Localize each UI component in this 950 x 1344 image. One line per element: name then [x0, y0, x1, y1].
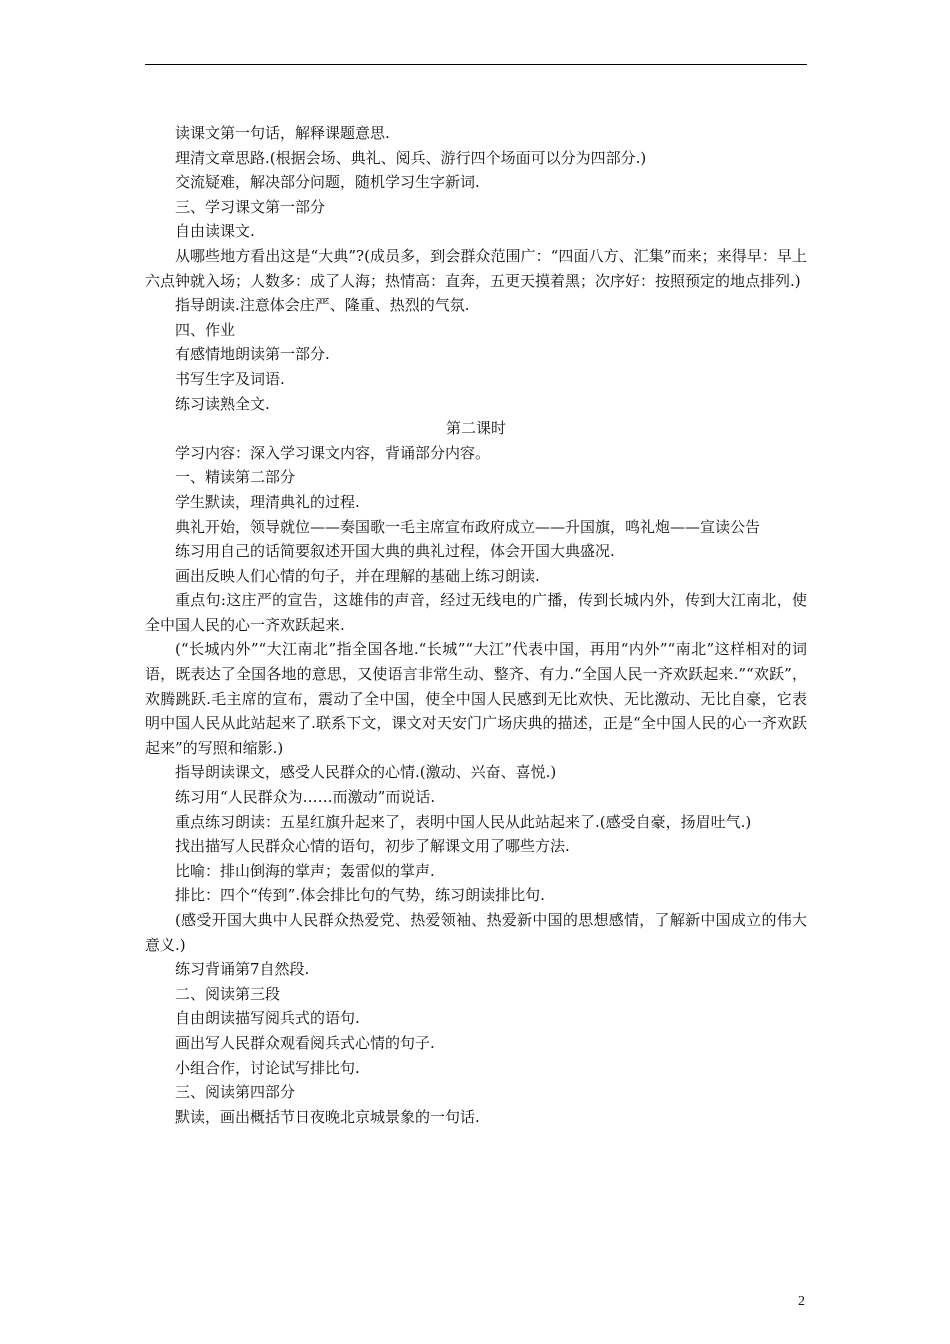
paragraph: 交流疑难，解决部分问题，随机学习生字新词. — [175, 173, 480, 192]
paragraph: 排比：四个“传到”.体会排比句的气势，练习朗读排比句. — [175, 886, 545, 905]
paragraph: 练习背诵第7自然段. — [175, 960, 310, 979]
paragraph: 指导朗读.注意体会庄严、隆重、热烈的气氛. — [175, 296, 470, 315]
paragraph: 学习内容：深入学习课文内容，背诵部分内容。 — [175, 443, 491, 462]
paragraph: 有感情地朗读第一部分. — [175, 345, 330, 364]
paragraph: 一、精读第二部分 — [175, 468, 296, 487]
paragraph: 指导朗读课文，感受人民群众的心情.(激动、兴奋、喜悦.) — [175, 763, 557, 782]
paragraph: 自由朗读描写阅兵式的语句. — [175, 1009, 360, 1028]
document-body — [145, 121, 807, 1129]
paragraph: 练习用“人民群众为……而激动”而说话. — [175, 788, 436, 807]
paragraph: 自由读课文. — [175, 222, 255, 241]
paragraph: 典礼开始，领导就位——奏国歌一毛主席宣布政府成立——升国旗，鸣礼炮——宣读公告 — [175, 517, 761, 536]
paragraph: 三、学习课文第一部分 — [175, 197, 326, 216]
header-rule — [145, 64, 807, 65]
paragraph: 学生默读，理清典礼的过程. — [175, 492, 360, 511]
paragraph: 理清文章思路.(根据会场、典礼、阅兵、游行四个场面可以分为四部分.) — [175, 148, 647, 167]
paragraph: 练习读熟全文. — [175, 394, 270, 413]
paragraph: 二、阅读第三段 — [175, 984, 281, 1003]
paragraph: 画出写人民群众观看阅兵式心情的句子. — [175, 1033, 435, 1052]
paragraph: 重点练习朗读：五星红旗升起来了，表明中国人民从此站起来了.(感受自豪，扬眉吐气.) — [175, 812, 752, 831]
paragraph: 重点句:这庄严的宣告，这雄伟的声音，经过无线电的广播，传到长城内外，传到大江南北，使全中国人民的心一齐欢跃起来. — [145, 591, 807, 634]
paragraph: 书写生字及词语. — [175, 369, 285, 388]
paragraph: 练习用自己的话简要叙述开国大典的典礼过程，体会开国大典盛况. — [175, 542, 615, 561]
paragraph: 四、作业 — [175, 320, 236, 339]
paragraph: 比喻：排山倒海的掌声；轰雷似的掌声. — [175, 861, 435, 880]
paragraph: (感受开国大典中人民群众热爱党、热爱领袖、热爱新中国的思想感情，了解新中国成立的伟大意义.) — [145, 911, 807, 954]
paragraph: 找出描写人民群众心情的语句，初步了解课文用了哪些方法. — [175, 837, 570, 856]
paragraph: 三、阅读第四部分 — [175, 1083, 296, 1102]
paragraph: 读课文第一句话，解释课题意思. — [175, 124, 390, 142]
paragraph: (“长城内外”“大江南北”指全国各地.“长城”“大江”代表中国，再用“内外”“南北”这样相对的词语，既表达了全国各地的意思，又使语言非常生动、整齐、有力.“全国人民一齐欢跃起来.”“欢跃”，欢腾跳跃.毛主席的宣布，震动了全中国，使全中国人民感到无比欢快、无比激动、无比自豪，它表明中国人民从此站起来了.联系下文，课文对天安门广场庆典的描述，正是“全中国人民的心一齐欢跃起来”的写照和缩影.) — [145, 640, 807, 757]
paragraph: 小组合作，讨论试写排比句. — [175, 1058, 360, 1077]
paragraph: 从哪些地方看出这是“大典”?(成员多，到会群众范围广：“四面八方、汇集”而来；来得早：早上六点钟就入场；人数多：成了人海；热情高：直奔，五更天摸着黑；次序好：按照预定的地点排列.) — [145, 246, 807, 290]
paragraph: 默读，画出概括节日夜晚北京城景象的一句话. — [175, 1107, 480, 1126]
page-number: 2 — [798, 1294, 805, 1309]
section-heading: 第二课时 — [445, 419, 506, 438]
paragraph: 画出反映人们心情的句子，并在理解的基础上练习朗读. — [175, 566, 540, 585]
